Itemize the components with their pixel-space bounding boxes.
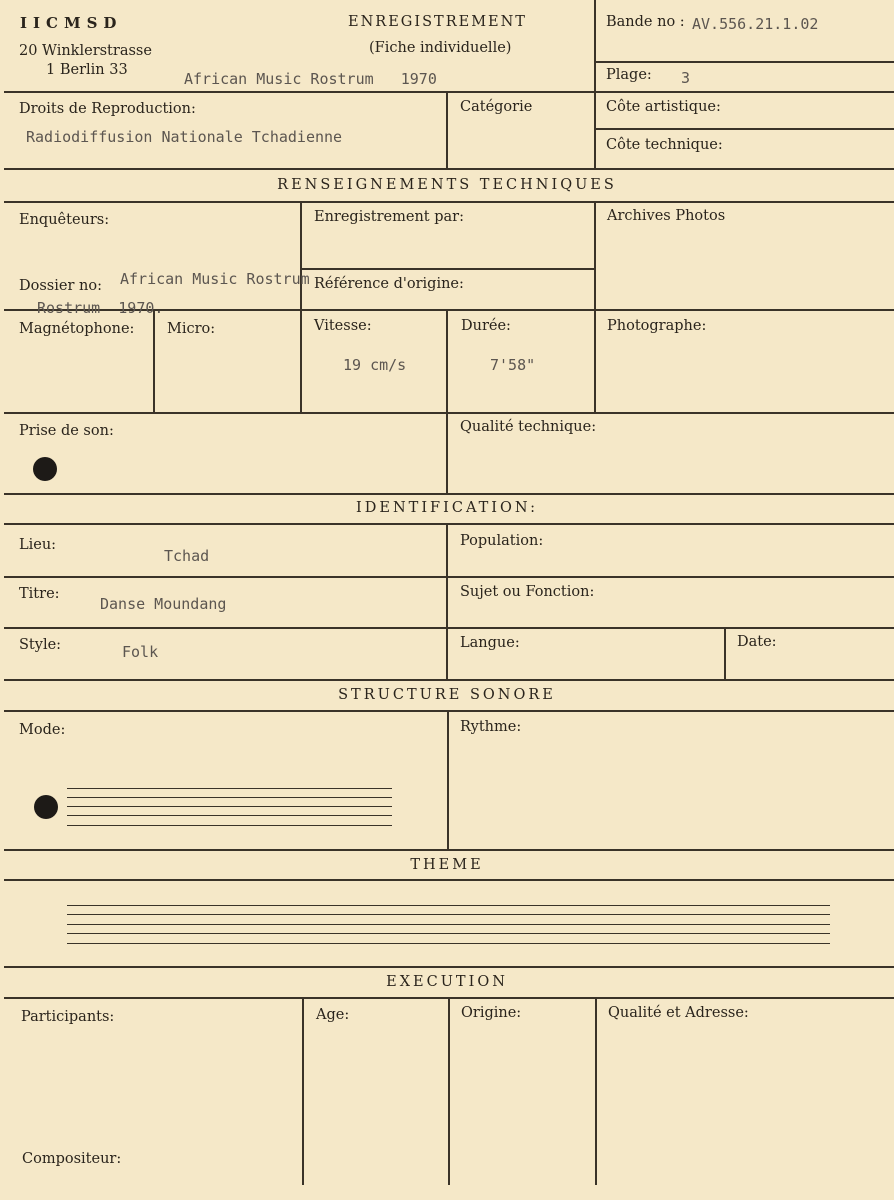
cote-technique-label: Côte technique:: [606, 137, 723, 153]
staff-line: [67, 806, 392, 807]
titre-label: Titre:: [19, 586, 60, 602]
enregistrement-par-label: Enregistrement par:: [314, 209, 464, 225]
rule: [302, 997, 304, 1185]
sujet-label: Sujet ou Fonction:: [460, 584, 595, 600]
rule: [724, 627, 726, 680]
punch-hole: [33, 457, 57, 481]
reference-label: Référence d'origine:: [314, 276, 464, 292]
staff-line: [67, 797, 392, 798]
magnetophone-label: Magnétophone:: [19, 321, 135, 337]
rule: [448, 997, 450, 1185]
droits-label: Droits de Reproduction:: [19, 101, 196, 117]
staff-line: [67, 788, 392, 789]
staff-line: [67, 815, 392, 816]
mode-label: Mode:: [19, 722, 66, 738]
staff-line: [67, 905, 830, 906]
plage-value: 3: [681, 69, 691, 87]
rule: [446, 309, 448, 413]
dossier-label: Dossier no:: [19, 278, 102, 294]
address-line-2: 1 Berlin 33: [46, 62, 128, 78]
rule: [300, 268, 594, 270]
vitesse-value: 19 cm/s: [343, 356, 407, 374]
rule: [4, 201, 894, 203]
archives-photos-label: Archives Photos: [607, 208, 726, 224]
rule: [4, 493, 894, 495]
rule: [4, 412, 894, 414]
rule: [595, 997, 597, 1185]
section-heading-identification: IDENTIFICATION:: [356, 500, 538, 516]
rule: [4, 710, 894, 712]
staff-line: [67, 933, 830, 934]
population-label: Population:: [460, 533, 544, 549]
rule: [4, 627, 894, 629]
titre-value: Danse Moundang: [100, 595, 227, 613]
staff-line: [67, 943, 830, 944]
rule: [4, 576, 894, 578]
qualite-technique-label: Qualité technique:: [460, 419, 597, 435]
punch-hole: [34, 795, 58, 819]
langue-label: Langue:: [460, 635, 520, 651]
droits-value: Radiodiffusion Nationale Tchadienne: [26, 128, 343, 146]
rule: [446, 523, 448, 680]
address-line-1: 20 Winklerstrasse: [19, 43, 152, 59]
rule: [4, 966, 894, 968]
lieu-value: Tchad: [164, 547, 210, 565]
staff-line: [67, 924, 830, 925]
duree-value: 7'58": [490, 356, 536, 374]
section-heading-structure: STRUCTURE SONORE: [338, 687, 556, 703]
date-label: Date:: [737, 634, 777, 650]
vitesse-label: Vitesse:: [314, 318, 372, 334]
staff-line: [67, 914, 830, 915]
rule: [446, 412, 448, 494]
form-title: ENREGISTREMENT: [348, 14, 527, 30]
micro-label: Micro:: [167, 321, 216, 337]
rythme-label: Rythme:: [460, 719, 522, 735]
bande-value: AV.556.21.1.02: [692, 15, 819, 33]
dossier-value-line2: Rostrum 1970.: [37, 299, 164, 317]
rule: [4, 523, 894, 525]
qualite-adresse-label: Qualité et Adresse:: [608, 1005, 749, 1021]
lieu-label: Lieu:: [19, 537, 57, 553]
rule: [300, 201, 302, 413]
rule: [594, 61, 894, 63]
section-heading-technique: RENSEIGNEMENTS TECHNIQUES: [277, 177, 617, 193]
section-heading-theme: THEME: [410, 857, 484, 873]
section-heading-execution: EXECUTION: [386, 974, 508, 990]
origine-label: Origine:: [461, 1005, 522, 1021]
prise-de-son-label: Prise de son:: [19, 423, 114, 439]
participants-label: Participants:: [21, 1009, 115, 1025]
style-label: Style:: [19, 637, 62, 653]
cote-artistique-label: Côte artistique:: [606, 99, 721, 115]
rule: [447, 710, 449, 850]
age-label: Age:: [316, 1007, 350, 1023]
rule: [4, 168, 894, 170]
rule: [153, 309, 155, 413]
categorie-label: Catégorie: [460, 99, 533, 115]
form-subtitle: (Fiche individuelle): [369, 40, 512, 56]
rule: [446, 91, 448, 169]
collection-value: African Music Rostrum 1970: [184, 70, 437, 88]
style-value: Folk: [122, 643, 159, 661]
rule: [4, 679, 894, 681]
rule: [594, 201, 596, 413]
rule: [4, 879, 894, 881]
bande-label: Bande no :: [606, 14, 685, 30]
staff-line: [67, 825, 392, 826]
rule: [594, 128, 894, 130]
rule: [594, 0, 596, 168]
org-logo: IICMSD: [20, 14, 123, 32]
duree-label: Durée:: [461, 318, 511, 334]
compositeur-label: Compositeur:: [22, 1151, 122, 1167]
enqueteurs-label: Enquêteurs:: [19, 212, 110, 228]
plage-label: Plage:: [606, 67, 652, 83]
rule: [4, 849, 894, 851]
photographe-label: Photographe:: [607, 318, 707, 334]
rule: [4, 91, 894, 93]
dossier-value-line1: African Music Rostrum: [120, 270, 310, 288]
